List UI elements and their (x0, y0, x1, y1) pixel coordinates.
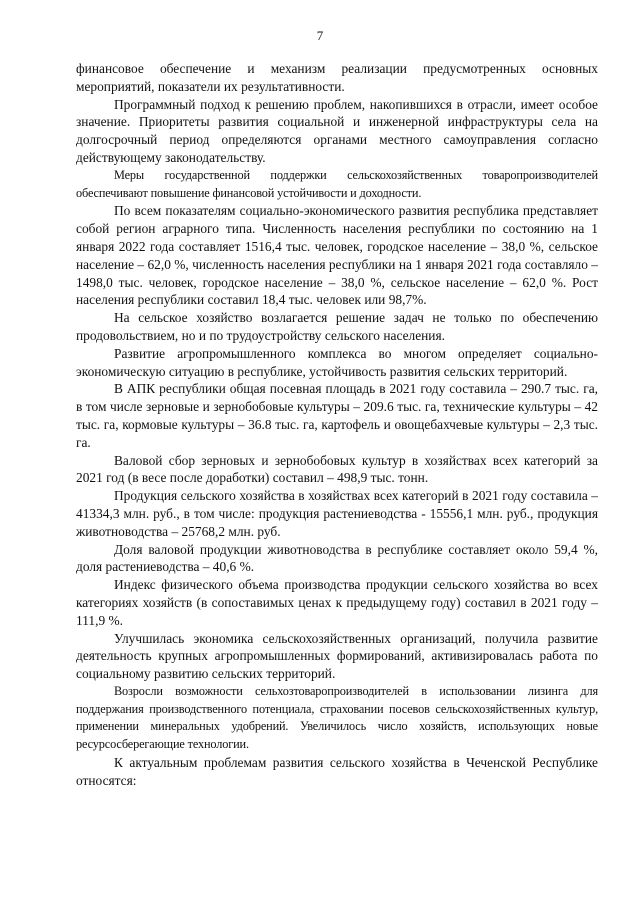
paragraph-9: Продукция сельского хозяйства в хозяйствах всех категорий в 2021 году составила – 41334,3 млн. руб., в том числе: продукция растениеводства - 15556,1 млн. руб., продукция животноводства – 25768,2 млн. руб. (76, 488, 598, 539)
paragraph-14: К актуальным проблемам развития сельского хозяйства в Чеченской Республике относятся: (76, 755, 598, 788)
paragraph-3: Меры государственной поддержки сельскохозяйственных товаропроизводителей обеспечивают повышение финансовой устойчивости и доходности. (76, 167, 598, 200)
paragraph-4: По всем показателям социально-экономического развития республика представляет собой регион аграрного типа. Численность населения республики по состоянию на 1 января 2022 года составляет 1516,4 тыс. человек, городское население – 38,0 %, сельское население – 62,0 %, численность населения республики на 1 января 2021 года составляло – 1498,0 тыс. человек, городское население – 38,0 %, сельское население – 62,0 %. Рост населения республики составил 18,4 тыс. человек или 98,7%. (76, 203, 598, 308)
paragraph-10: Доля валовой продукции животноводства в республике составляет около 59,4 %, доля растениеводства – 40,6 %. (76, 541, 598, 575)
page-number: 7 (316, 28, 324, 43)
paragraph-12: Улучшилась экономика сельскохозяйственных организаций, получила развитие деятельность крупных агропромышленных формирований, активизировалась работа по социальному развитию сельских территорий. (76, 630, 598, 682)
paragraph-7: В АПК республики общая посевная площадь в 2021 году составила – 290.7 тыс. га, в том числе зерновые и зернобобовые культуры – 209.6 тыс. га, технические культуры – 42 тыс. га, кормовые культуры – 36.8 тыс. га, картофель и овощебахчевые культуры – 2,3 тыс. га. (76, 381, 598, 450)
paragraph-6: Развитие агропромышленного комплекса во многом определяет социально-экономическую ситуацию в республике, устойчивость развития сельских территорий. (76, 345, 598, 379)
paragraph-13: Возросли возможности сельхозтоваропроизводителей в использовании лизинга для поддержания производственного потенциала, страховании посевов сельскохозяйственных культур, применении минеральных удобрений. Увеличилось число хозяйств, использующих новые ресурсосберегающие технологии. (76, 683, 598, 752)
paragraph-2: Программный подход к решению проблем, накопившихся в отрасли, имеет особое значение. Приоритеты развития социальной и инженерной инфраструктуры села на долгосрочный период определяются органами местного самоуправления согласно действующему законодательству. (76, 96, 598, 165)
paragraph-8: Валовой сбор зерновых и зернобобовых культур в хозяйствах всех категорий за 2021 год (в весе после доработки) составил – 498,9 тыс. тонн. (76, 452, 598, 486)
paragraph-1: финансовое обеспечение и механизм реализации предусмотренных основных мероприятий, показатели их результативности. (76, 61, 598, 94)
paragraph-5: На сельское хозяйство возлагается решение задач не только по обеспечению продовольствием, но и по трудоустройству сельского населения. (76, 310, 598, 343)
body-text (76, 60, 598, 790)
paragraph-11: Индекс физического объема производства продукции сельского хозяйства во всех категориях хозяйств (в сопоставимых ценах к предыдущему году) составил в 2021 году – 111,9 %. (76, 577, 598, 628)
